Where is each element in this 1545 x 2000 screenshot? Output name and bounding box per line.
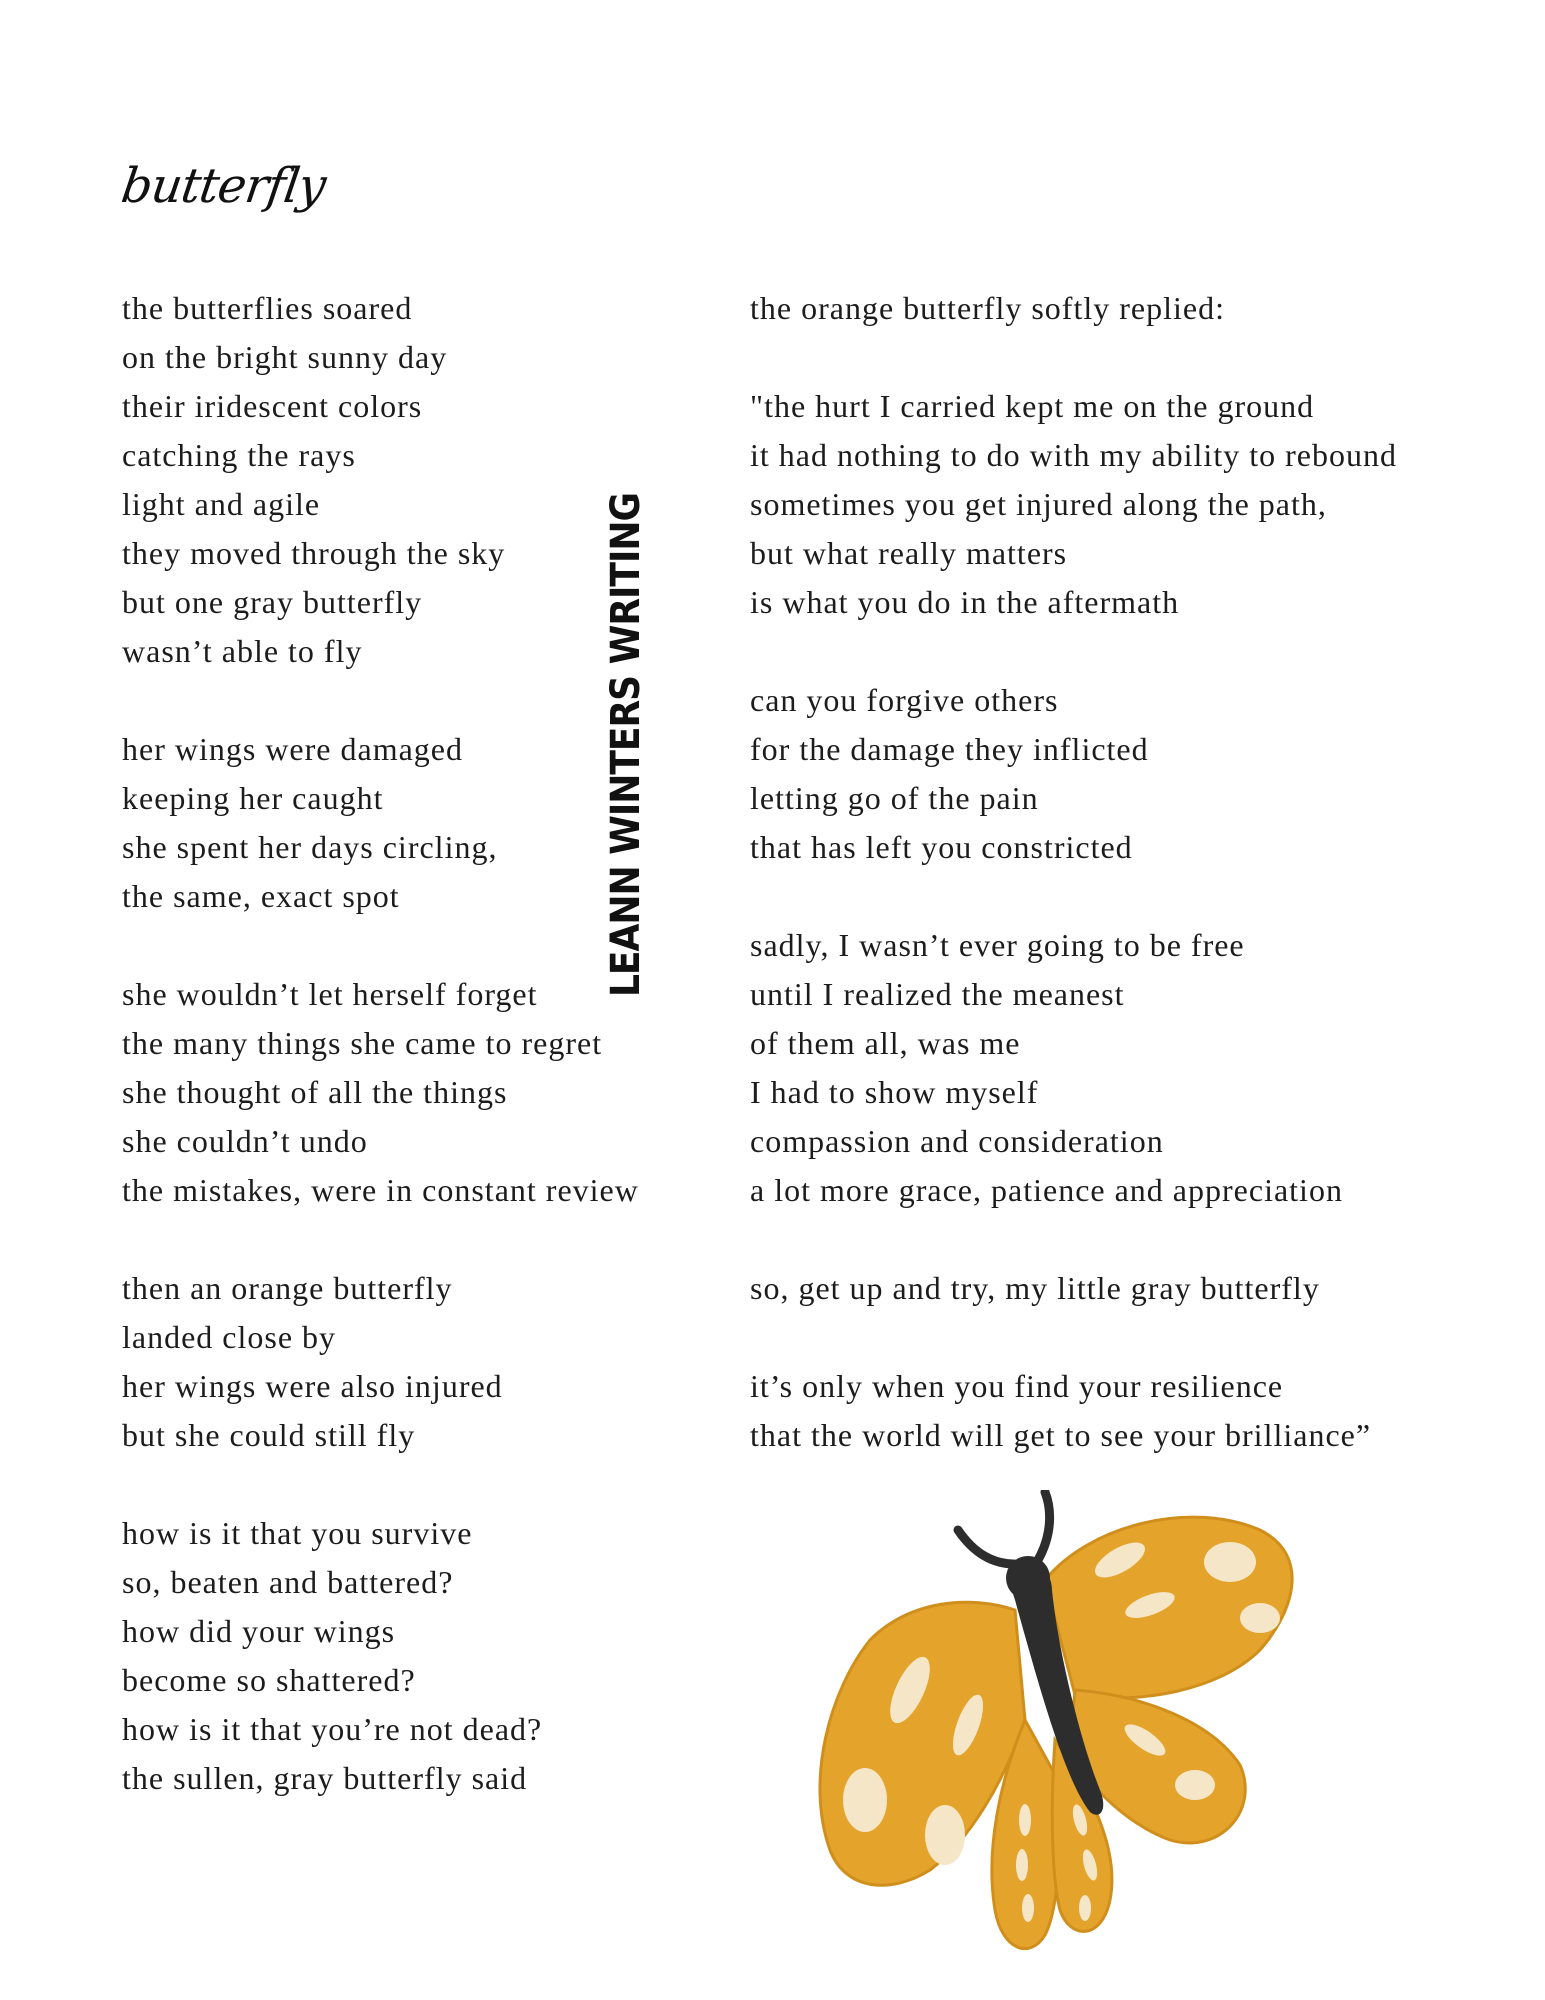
poem-line: is what you do in the aftermath (750, 584, 1180, 620)
poem-line: on the bright sunny day (122, 339, 448, 375)
poem-line: her wings were also injured (122, 1368, 503, 1404)
wing-spot (843, 1768, 887, 1832)
poem-line: she thought of all the things (122, 1074, 508, 1110)
poem-line: they moved through the sky (122, 535, 506, 571)
poem-line: sometimes you get injured along the path, (750, 486, 1327, 522)
poem-line: how is it that you’re not dead? (122, 1711, 543, 1747)
poem-line: the many things she came to regret (122, 1025, 603, 1061)
poem-stanza (750, 382, 1470, 627)
poem-line: keeping her caught (122, 780, 384, 816)
poem-stanza (750, 1362, 1470, 1460)
wing-spot (1022, 1894, 1034, 1922)
poem-stanza (750, 921, 1470, 1215)
poem-line: "the hurt I carried kept me on the ground (750, 388, 1315, 424)
author-credit: LEANN WINTERS WRITING (603, 493, 649, 997)
wing-spot (1016, 1849, 1028, 1881)
poem-line: compassion and consideration (750, 1123, 1164, 1159)
butterfly-antenna-left (958, 1530, 1018, 1564)
poem-stanza (122, 1509, 682, 1803)
poem-line: how did your wings (122, 1613, 396, 1649)
poem-line: it’s only when you find your resilience (750, 1368, 1284, 1404)
wing-spot (1204, 1542, 1256, 1582)
poem-line: light and agile (122, 486, 321, 522)
poem-stanza (122, 970, 682, 1215)
poem-line: letting go of the pain (750, 780, 1039, 816)
butterfly-icon (790, 1490, 1310, 1970)
poem-line: the same, exact spot (122, 878, 400, 914)
wing-spot (1240, 1603, 1280, 1633)
poem-line: then an orange butterfly (122, 1270, 453, 1306)
wing-spot (1019, 1804, 1031, 1836)
poem-line: she couldn’t undo (122, 1123, 368, 1159)
wing-spot (1079, 1895, 1091, 1921)
poem-line: she spent her days circling, (122, 829, 498, 865)
poem-line: the mistakes, were in constant review (122, 1172, 639, 1208)
poem-line: for the damage they inflicted (750, 731, 1149, 767)
poem-line: the butterflies soared (122, 290, 413, 326)
poem-line: so, beaten and battered? (122, 1564, 454, 1600)
poem-line: catching the rays (122, 437, 356, 473)
poem-stanza (122, 1264, 682, 1460)
poem-column-right (750, 284, 1470, 1509)
poem-line: become so shattered? (122, 1662, 416, 1698)
poem-line: that has left you constricted (750, 829, 1133, 865)
poem-line: so, get up and try, my little gray butterfly (750, 1270, 1320, 1306)
poem-title: butterfly (118, 158, 329, 214)
poem-line: her wings were damaged (122, 731, 463, 767)
poem-line: I had to show myself (750, 1074, 1039, 1110)
poem-line: the sullen, gray butterfly said (122, 1760, 528, 1796)
poem-line: the orange butterfly softly replied: (750, 290, 1225, 326)
poem-line: their iridescent colors (122, 388, 423, 424)
poem-line: but what really matters (750, 535, 1068, 571)
poem-line: landed close by (122, 1319, 337, 1355)
poem-stanza (122, 284, 682, 676)
poem-stanza (122, 725, 682, 921)
poem-line: that the world will get to see your brilliance” (750, 1417, 1372, 1453)
wing-spot (925, 1805, 965, 1865)
poem-stanza (750, 676, 1470, 872)
wing-spot (1175, 1770, 1215, 1800)
poem-line: of them all, was me (750, 1025, 1021, 1061)
poem-line: until I realized the meanest (750, 976, 1125, 1012)
poem-line: it had nothing to do with my ability to rebound (750, 437, 1397, 473)
poem-line: but one gray butterfly (122, 584, 423, 620)
poem-line: a lot more grace, patience and appreciation (750, 1172, 1343, 1208)
poem-line: sadly, I wasn’t ever going to be free (750, 927, 1245, 963)
poem-line: but she could still fly (122, 1417, 416, 1453)
poem-line: wasn’t able to fly (122, 633, 363, 669)
poem-line: can you forgive others (750, 682, 1059, 718)
poem-stanza (750, 1264, 1470, 1313)
poem-stanza (750, 284, 1470, 333)
butterfly-antenna-right (1038, 1492, 1050, 1560)
poem-line: how is it that you survive (122, 1515, 473, 1551)
poem-line: she wouldn’t let herself forget (122, 976, 538, 1012)
poem-column-left (122, 284, 682, 1852)
